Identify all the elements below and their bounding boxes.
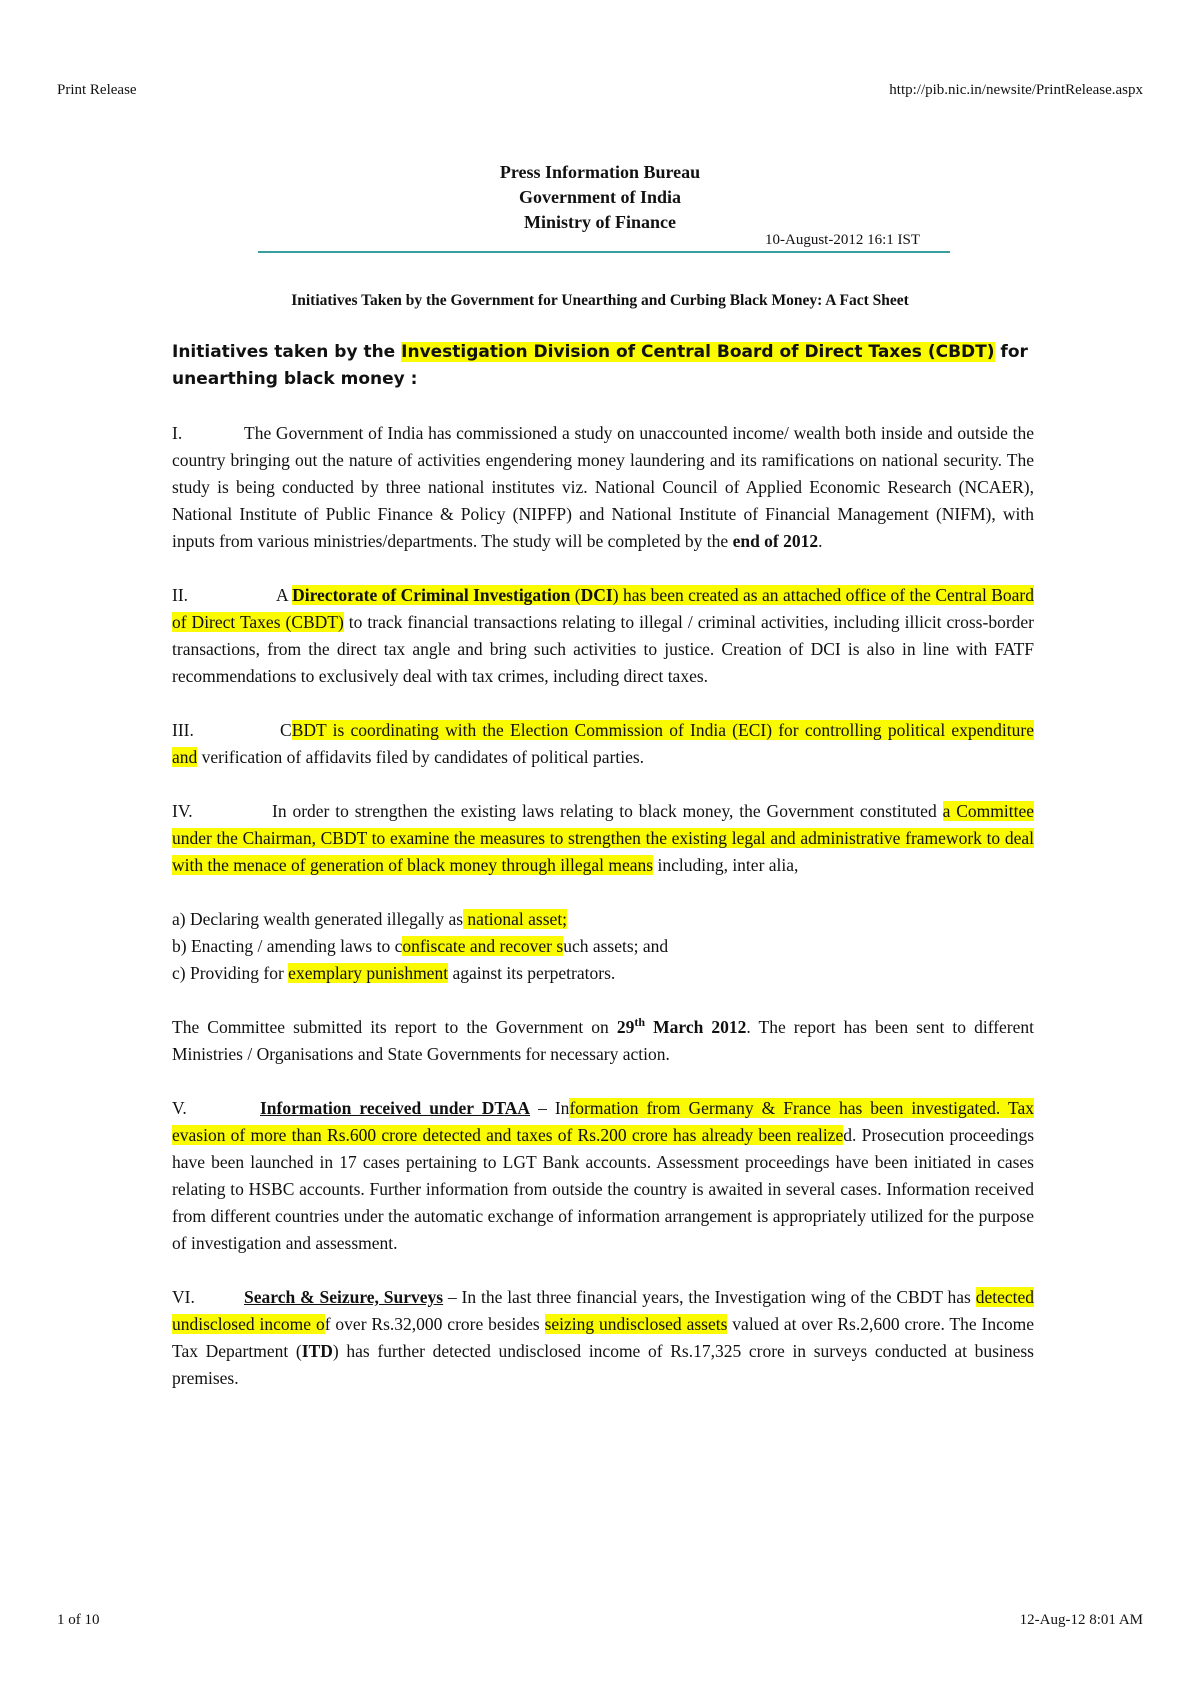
masthead-ministry: Ministry of Finance bbox=[524, 212, 676, 232]
masthead-rule bbox=[258, 251, 950, 253]
highlight: onfiscate and recover s bbox=[402, 936, 564, 956]
measures-list bbox=[172, 906, 1034, 987]
item-label: Information received under DTAA bbox=[260, 1098, 531, 1118]
browser-header-url: http://pib.nic.in/newsite/PrintRelease.aspx bbox=[889, 82, 1143, 98]
item-number: III. bbox=[172, 720, 194, 740]
heading-highlight: Investigation Division of Central Board of Direct Taxes (CBDT) bbox=[401, 342, 995, 362]
masthead-bureau: Press Information Bureau bbox=[499, 162, 701, 182]
highlight: BDT is coordinating with the Election Commission of India (ECI) for controlling political expenditure and bbox=[172, 720, 1034, 767]
paragraph-v: V. Information received under DTAA – Information from Germany & France has been investigated. Tax evasion of more than Rs.600 crore detected and taxes of Rs.200 crore has already been realized. Prosecution proceedings have been launched in 17 cases pertaining to LGT Bank accounts. Assessment proceedings have been initiated in cases relating to HSBC accounts. Further information from outside the country is awaited in several cases. Information received from different countries under the automatic exchange of information arrangement is appropriately utilized for the purpose of investigation and assessment. bbox=[172, 1095, 1034, 1257]
item-number: V. bbox=[172, 1098, 187, 1118]
release-date: 10-August-2012 16:1 IST bbox=[765, 232, 920, 248]
masthead bbox=[0, 160, 1200, 235]
highlight: detected undisclosed income o bbox=[172, 1287, 1034, 1334]
highlight: formation from Germany & France has been investigated. Tax evasion of more than Rs.600 crore detected and taxes of Rs.200 crore has already been realize bbox=[172, 1098, 1034, 1145]
item-number: II. bbox=[172, 585, 189, 605]
paragraph-ii: II. A Directorate of Criminal Investigation (DCI) has been created as an attached office of the Central Board of Direct Taxes (CBDT) to track financial transactions relating to illegal / criminal activities, including illicit cross-border transactions, from the direct tax angle and bring such activities to justice. Creation of DCI is also in line with FATF recommendations to exclusively deal with tax crimes, including direct taxes. bbox=[172, 582, 1034, 690]
item-number: I. bbox=[172, 423, 183, 443]
paragraph-iv: IV. In order to strengthen the existing laws relating to black money, the Government constituted a Committee under the Chairman, CBDT to examine the measures to strengthen the existing legal and administrative framework to deal with the menace of generation of black money through illegal means including, inter alia, bbox=[172, 798, 1034, 879]
item-number: VI. bbox=[172, 1287, 195, 1307]
highlight: exemplary punishment bbox=[288, 963, 449, 983]
print-timestamp: 12-Aug-12 8:01 AM bbox=[1019, 1612, 1143, 1628]
highlight: national asset; bbox=[463, 909, 568, 929]
page-counter: 1 of 10 bbox=[57, 1612, 100, 1628]
highlight: Directorate of Criminal Investigation (DCI) has been created as an attached office of the Central Board of Direct Taxes (CBDT) bbox=[172, 585, 1034, 632]
list-item: a) Declaring wealth generated illegally as national asset; bbox=[172, 909, 568, 929]
browser-header-title: Print Release bbox=[57, 82, 137, 98]
paragraph-i: I. The Government of India has commissioned a study on unaccounted income/ wealth both inside and outside the country bringing out the nature of activities engendering money laundering and its ramifications on national security. The study is being conducted by three national institutes viz. National Council of Applied Economic Research (NCAER), National Institute of Public Finance & Policy (NIPFP) and National Institute of Financial Management (NIFM), with inputs from various ministries/departments. The study will be completed by the end of 2012. bbox=[172, 420, 1034, 555]
highlight: a Committee under the Chairman, CBDT to examine the measures to strengthen the existing legal and administrative framework to deal with the menace of generation of black money through illegal means bbox=[172, 801, 1034, 875]
release-title: Initiatives Taken by the Government for Unearthing and Curbing Black Money: A Fact Sheet bbox=[291, 292, 909, 309]
paragraph-vi: VI. Search & Seizure, Surveys – In the last three financial years, the Investigation wing of the CBDT has detected undisclosed income of over Rs.32,000 crore besides seizing undisclosed assets valued at over Rs.2,600 crore. The Income Tax Department (ITD) has further detected undisclosed income of Rs.17,325 crore in surveys conducted at business premises. bbox=[172, 1284, 1034, 1392]
masthead-government: Government of India bbox=[519, 187, 681, 207]
committee-paragraph: The Committee submitted its report to the Government on 29th March 2012. The report has been sent to different Ministries / Organisations and State Governments for necessary action. bbox=[172, 1015, 1035, 1064]
highlight: seizing undisclosed assets bbox=[544, 1314, 728, 1334]
list-item: b) Enacting / amending laws to confiscate and recover such assets; and bbox=[172, 936, 669, 956]
paragraph-iii: III. CBDT is coordinating with the Election Commission of India (ECI) for controlling political expenditure and verification of affidavits filed by candidates of political parties. bbox=[172, 717, 1034, 771]
list-item: c) Providing for exemplary punishment against its perpetrators. bbox=[172, 963, 616, 983]
item-number: IV. bbox=[172, 801, 193, 821]
item-label: Search & Seizure, Surveys bbox=[244, 1287, 444, 1307]
release-body bbox=[172, 339, 1034, 1392]
section-heading: Initiatives taken by the Investigation Division of Central Board of Direct Taxes (CBDT) for unearthing black money : bbox=[172, 342, 1028, 389]
